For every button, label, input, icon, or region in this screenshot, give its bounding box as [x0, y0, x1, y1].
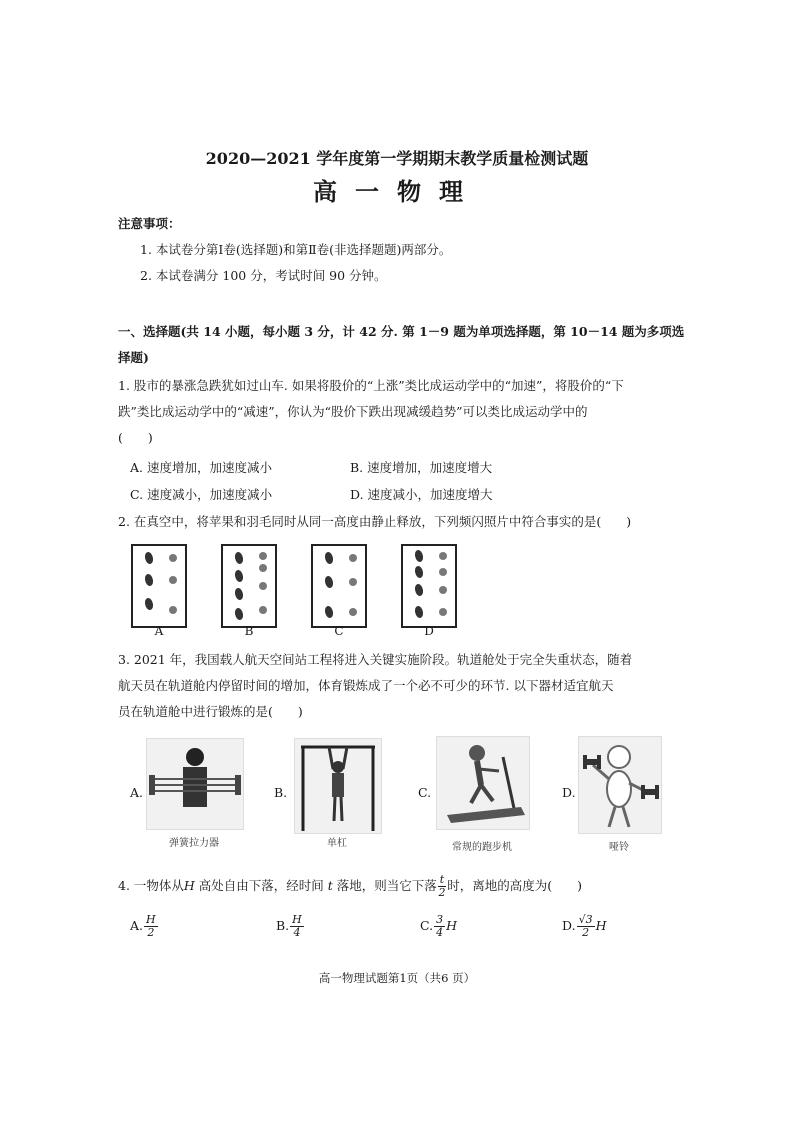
- fraction-denominator: 2: [147, 926, 155, 939]
- dumbbell-icon: [578, 736, 662, 834]
- q3-caption: 哑铃: [609, 842, 629, 853]
- strobe-photo-b: [221, 544, 277, 628]
- q4-stem-text: 4. 一物体从: [118, 878, 184, 893]
- option-letter: A.: [130, 918, 144, 933]
- spring-expander-icon: [146, 738, 244, 830]
- strobe-photo-c: [311, 544, 367, 628]
- strobe-photo-d: [401, 544, 457, 628]
- apple-icon: [349, 554, 357, 562]
- q3-caption: 单杠: [327, 838, 347, 849]
- q4-stem-text: 落地，则当它下落: [332, 878, 437, 893]
- q1-stem: 跌”类比成运动学中的“减速”，你认为“股价下跌出现减缓趋势”可以类比成运动学中的: [118, 404, 588, 419]
- q1-option-c: C. 速度减小，加速度减小: [130, 487, 273, 502]
- feather-icon: [323, 575, 335, 589]
- q4-option-b: [276, 912, 305, 940]
- apple-icon: [439, 608, 447, 616]
- q2-stem: 2. 在真空中，将苹果和羽毛同时从同一高度由静止释放，下列频闪照片中符合事实的是( ): [118, 514, 632, 529]
- fraction-numerator: H: [292, 913, 302, 926]
- fraction-denominator: 2: [438, 886, 446, 899]
- feather-icon: [323, 551, 335, 565]
- strobe-photo-a: [131, 544, 187, 628]
- option-tail: H: [446, 918, 457, 933]
- feather-icon: [143, 597, 155, 611]
- q4-stem: [118, 872, 582, 900]
- apple-icon: [259, 564, 267, 572]
- fraction-numerator: t: [439, 873, 445, 886]
- feather-icon: [233, 569, 245, 583]
- feather-icon: [413, 583, 425, 597]
- notice-heading: 注意事项：: [118, 216, 181, 231]
- option-letter: D.: [562, 918, 576, 933]
- q1-answer-blank: ( ): [118, 430, 153, 445]
- q1-option-b: B. 速度增加，加速度增大: [350, 460, 493, 475]
- fraction: [434, 914, 445, 939]
- feather-icon: [143, 573, 155, 587]
- option-tail: H: [595, 918, 607, 933]
- strobe-label: A: [154, 624, 164, 638]
- fraction-numerator: 3: [436, 913, 444, 926]
- fraction: [290, 914, 304, 939]
- fraction-denominator: 4: [293, 926, 301, 939]
- q4-option-a: [130, 912, 159, 940]
- var-t: t: [327, 878, 333, 893]
- q4-option-d: [562, 912, 606, 940]
- var-h: H: [183, 878, 195, 893]
- option-letter: C.: [420, 918, 434, 933]
- apple-icon: [439, 568, 447, 576]
- feather-icon: [413, 565, 425, 579]
- exam-title: 2020—2021 学年度第一学期期末教学质量检测试题: [205, 149, 589, 168]
- fraction-denominator: 4: [436, 926, 444, 939]
- page-footer: 高一物理试题第1页（共6 页）: [318, 971, 476, 985]
- section-heading: 一、选择题(共 14 小题，每小题 3 分，计 42 分. 第 1－9 题为单项选择题，第 10－14 题为多项选: [118, 324, 685, 339]
- q3-option-letter: A.: [130, 785, 144, 800]
- apple-icon: [349, 578, 357, 586]
- feather-icon: [233, 607, 245, 621]
- q3-stem: 3. 2021 年，我国载人航天空间站工程将进入关键实施阶段。轨道舱处于完全失重状态，随着: [118, 652, 633, 667]
- q3-stem: 航天员在轨道舱内停留时间的增加，体育锻炼成了一个必不可少的环节. 以下器材适宜航天: [118, 678, 614, 693]
- fraction-denominator: 2: [582, 926, 590, 939]
- feather-icon: [233, 587, 245, 601]
- apple-icon: [349, 608, 357, 616]
- strobe-label: C: [334, 624, 344, 638]
- fraction: [577, 914, 595, 939]
- apple-icon: [259, 552, 267, 560]
- q1-option-d: D. 速度减小，加速度增大: [350, 487, 493, 502]
- fraction: [144, 914, 158, 939]
- apple-icon: [259, 582, 267, 590]
- apple-icon: [439, 586, 447, 594]
- fraction: [438, 874, 446, 899]
- strobe-label: D: [424, 624, 434, 638]
- q3-option-letter: C.: [418, 785, 432, 800]
- feather-icon: [233, 551, 245, 565]
- apple-icon: [169, 554, 177, 562]
- q3-caption: 常规的跑步机: [452, 842, 512, 853]
- subject-title: 高一物理: [313, 177, 481, 206]
- feather-icon: [413, 549, 425, 563]
- q4-stem-text: 时，离地的高度为( ): [447, 878, 582, 893]
- feather-icon: [143, 551, 155, 565]
- q3-caption: 弹簧拉力器: [169, 838, 219, 849]
- feather-icon: [323, 605, 335, 619]
- apple-icon: [169, 606, 177, 614]
- notice-item: 2. 本试卷满分 100 分，考试时间 90 分钟。: [140, 268, 387, 283]
- q3-stem: 员在轨道舱中进行锻炼的是( ): [118, 704, 303, 719]
- q3-option-letter: D.: [562, 785, 576, 800]
- option-letter: B.: [276, 918, 290, 933]
- q1-option-a: A. 速度增加，加速度减小: [130, 460, 272, 475]
- section-heading: 择题): [118, 350, 149, 365]
- fraction-numerator: H: [146, 913, 156, 926]
- q4-option-c: [420, 912, 457, 940]
- apple-icon: [169, 576, 177, 584]
- apple-icon: [259, 606, 267, 614]
- q1-stem: 1. 股市的暴涨急跌犹如过山车. 如果将股价的“上涨”类比成运动学中的“加速”，将股价的“下: [118, 378, 624, 393]
- apple-icon: [439, 552, 447, 560]
- notice-item: 1. 本试卷分第Ⅰ卷(选择题)和第Ⅱ卷(非选择题题)两部分。: [140, 242, 452, 257]
- fraction-numerator: √3: [578, 913, 593, 926]
- feather-icon: [413, 605, 425, 619]
- q3-option-letter: B.: [274, 785, 288, 800]
- horizontal-bar-icon: [294, 738, 382, 834]
- treadmill-icon: [436, 736, 530, 830]
- q4-stem-text: 高处自由下落，经时间: [194, 878, 328, 893]
- strobe-label: B: [244, 624, 254, 638]
